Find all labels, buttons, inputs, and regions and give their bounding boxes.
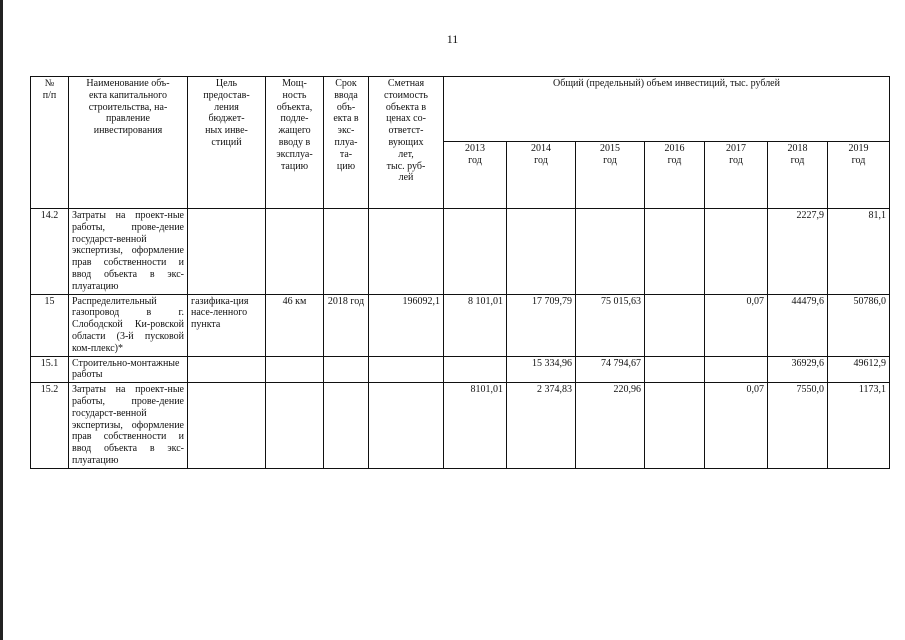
header-line: плуа- [334,136,358,148]
header-year-line: 2017 [726,143,746,154]
page-number: 11 [446,32,459,46]
row-name: Распределительный газопровод в г. Слободской Ки-ровской области (3-й пусковой ком-плекс)* [69,294,188,356]
row-value-2014: 15 334,96 [507,356,576,383]
header-total-investment: Общий (предельный) объем инвестиций, тыс. рублей [444,77,890,142]
header-line: вводу в [278,136,311,148]
row-value-2015: 220,96 [576,383,645,469]
row-value-2019: 49612,9 [828,356,890,383]
header-line: лет, [398,148,414,160]
row-goal [188,209,266,295]
table-row [31,383,890,469]
header-year-line: год [534,154,548,166]
header-line: Сметная [387,78,425,89]
table-row [31,356,890,383]
header-line: Цель [215,78,238,89]
header-col-cost [369,77,444,209]
header-year-line: год [790,154,805,166]
header-year-2015 [576,142,645,209]
header-line: жащего [278,125,311,137]
header-line: ления [214,101,239,113]
header-line: Наименование объ- [86,78,170,89]
header-line: № [44,78,55,89]
header-year-line: год [729,154,743,166]
header-line: правление [106,113,150,125]
header-line: строительства, на- [88,101,168,113]
header-line: объекта в [385,101,427,113]
header-year-line: год [851,154,866,166]
header-line: подле- [280,113,309,125]
header-col-capacity [266,77,324,209]
header-line: ценах со- [386,113,426,125]
row-value-2016 [645,383,705,469]
scan-left-edge [0,0,3,640]
row-value-2017: 0,07 [705,294,768,356]
row-name: Затраты на проект-ные работы, прове-дение государст-венной экспертизы, оформление прав собственности и ввод объекта в экс-плуатацию [69,383,188,469]
row-value-2016 [645,294,705,356]
row-value-2015: 74 794,67 [576,356,645,383]
row-name: Затраты на проект-ные работы, прове-дение государст-венной экспертизы, оформление прав собственности и ввод объекта в экс-плуатацию [69,209,188,295]
header-line: эксплуа- [276,148,313,160]
table-body [31,209,890,469]
header-year-2014 [507,142,576,209]
header-year-line: 2018 [787,143,808,154]
header-line: Срок [335,78,357,89]
header-line: тыс. руб- [386,160,426,172]
row-value-2013 [444,209,507,295]
header-line: тацию [280,160,309,172]
row-value-2013: 8101,01 [444,383,507,469]
header-year-2016 [645,142,705,209]
row-term: 2018 год [324,294,369,356]
table-header [31,77,890,209]
row-value-2017 [705,209,768,295]
header-year-line: год [603,154,617,166]
header-year-line: 2019 [848,143,869,154]
header-year-2013 [444,142,507,209]
header-line: екта капитального [88,89,168,101]
row-value-2015: 75 015,63 [576,294,645,356]
header-line: стиций [211,136,242,148]
table-row [31,209,890,295]
row-term [324,356,369,383]
header-year-2018 [768,142,828,209]
header-year-line: 2016 [664,143,685,154]
header-line: ответст- [388,125,424,137]
header-line: Мощ- [282,78,307,89]
header-line: инвестирования [93,125,163,137]
header-year-2019 [828,142,890,209]
row-term [324,383,369,469]
header-line: екта в [333,113,359,125]
row-value-2017 [705,356,768,383]
row-cost [369,209,444,295]
row-capacity: 46 км [266,294,324,356]
row-cost [369,356,444,383]
row-value-2016 [645,209,705,295]
header-line: ность [282,89,307,101]
row-value-2018: 36929,6 [768,356,828,383]
header-year-line: год [667,154,682,166]
header-line: экс- [337,125,355,137]
row-value-2015 [576,209,645,295]
header-col-goal [188,77,266,209]
header-col-term [324,77,369,209]
row-value-2018: 44479,6 [768,294,828,356]
header-line: ввода [334,89,358,101]
header-line: стоимость [384,89,428,101]
header-line: вующих [388,136,424,148]
row-cost [369,383,444,469]
row-number: 15.1 [31,356,69,383]
row-capacity [266,383,324,469]
row-number: 15.2 [31,383,69,469]
header-line: бюджет- [208,113,245,125]
row-value-2017: 0,07 [705,383,768,469]
row-value-2013: 8 101,01 [444,294,507,356]
row-value-2013 [444,356,507,383]
header-line: п/п [42,89,57,101]
row-capacity [266,356,324,383]
header-year-line: 2014 [531,143,551,154]
header-line: объ- [336,101,356,113]
row-value-2019: 1173,1 [828,383,890,469]
row-goal [188,356,266,383]
investment-table [30,76,890,469]
row-number: 14.2 [31,209,69,295]
header-year-line: год [468,154,482,166]
row-term [324,209,369,295]
header-line: предостав- [203,89,250,101]
header-line: та- [339,148,353,160]
row-goal: газифика-ция насе-ленного пункта [188,294,266,356]
header-line: лей [398,172,414,184]
row-goal [188,383,266,469]
row-value-2016 [645,356,705,383]
row-value-2019: 50786,0 [828,294,890,356]
header-year-line: 2013 [465,143,485,154]
row-value-2018: 2227,9 [768,209,828,295]
row-value-2014: 2 374,83 [507,383,576,469]
header-line: объекта, [276,101,313,113]
row-value-2014 [507,209,576,295]
row-value-2014: 17 709,79 [507,294,576,356]
row-name: Строительно-монтажные работы [69,356,188,383]
header-year-line: 2015 [600,143,620,154]
row-capacity [266,209,324,295]
header-col-name [69,77,188,209]
table-row [31,294,890,356]
row-value-2019: 81,1 [828,209,890,295]
row-cost: 196092,1 [369,294,444,356]
header-col-num [31,77,69,209]
row-value-2018: 7550,0 [768,383,828,469]
header-line: цию [336,160,356,172]
header-year-2017 [705,142,768,209]
header-line: ных инве- [205,125,248,137]
row-number: 15 [31,294,69,356]
